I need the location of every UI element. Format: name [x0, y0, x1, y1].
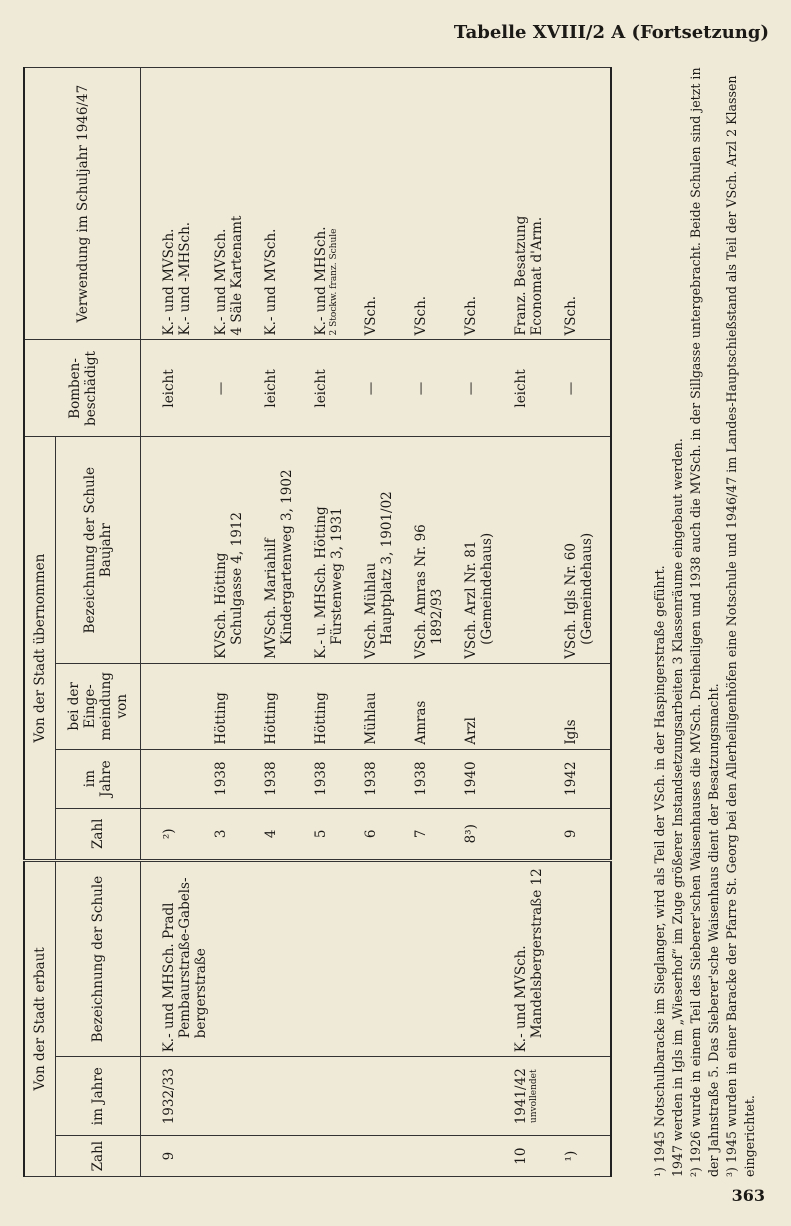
cell-bezeichnung [511, 860, 561, 1056]
bez2-line1: VSch. Amras Nr. 96 [413, 524, 429, 659]
cell-zahl2 [361, 808, 411, 860]
cell-zahl [261, 1136, 311, 1177]
cell-bezeichnung-baujahr [511, 437, 561, 663]
bei-text: Amras [413, 700, 429, 745]
im-jahre-text: 1938 [413, 761, 429, 796]
cell-jahre [311, 1057, 361, 1136]
cell-bezeichnung [141, 860, 212, 1056]
cell-bezeichnung-baujahr [211, 437, 261, 663]
col-header-verwendung: Verwendung im Schuljahr 1946/47 [24, 68, 141, 340]
cell-bezeichnung [461, 860, 511, 1056]
bez2-line1: VSch. Arzl Nr. 81 [463, 540, 479, 659]
table-row [361, 68, 411, 1177]
cell-bezeichnung-baujahr [311, 437, 361, 663]
cell-zahl [141, 1136, 212, 1177]
table-row [211, 68, 261, 1177]
cell-zahl [511, 1136, 561, 1177]
cell-zahl2 [311, 808, 361, 860]
jahre-note: unvollendet [529, 1069, 539, 1124]
cell-zahl2 [461, 808, 511, 860]
table-row [561, 68, 611, 1177]
cell-im-jahre [261, 749, 311, 808]
cell-bei [211, 663, 261, 749]
cell-bomb [511, 340, 561, 437]
bez2-line2: (Gemeindehaus) [479, 532, 495, 645]
verw-line1: K.- und MVSch. [161, 228, 177, 336]
bomb-text: leicht [313, 369, 329, 408]
bomb-text: — [463, 381, 479, 396]
cell-im-jahre [211, 749, 261, 808]
col-header-bezeichnung-baujahr: Bezeichnung der Schule Baujahr [56, 437, 141, 663]
cell-jahre [261, 1057, 311, 1136]
zahl2-text: 4 [263, 829, 279, 839]
verw-small: 2 Stockw. franz. Schule [329, 228, 339, 336]
bez2-line2: (Gemeindehaus) [579, 532, 595, 645]
cell-bezeichnung [361, 860, 411, 1056]
cell-zahl2 [511, 808, 561, 860]
cell-jahre [511, 1057, 561, 1136]
bomb-text: leicht [161, 369, 177, 408]
col-header-bezeichnung: Bezeichnung der Schule [56, 860, 141, 1056]
cell-bomb [311, 340, 361, 437]
cell-zahl [461, 1136, 511, 1177]
jahre-text: 1932/33 [161, 1068, 177, 1125]
bei-text: Hötting [213, 692, 229, 745]
im-jahre-text: 1938 [263, 761, 279, 796]
col-header-im-jahre: im Jahre [56, 1057, 141, 1136]
rotated-page-content [23, 47, 757, 1177]
bez2-line1: KVSch. Hötting [213, 552, 229, 659]
jahre-text: 1941/42 [513, 1068, 529, 1125]
col-header-zahl2: Zahl [56, 808, 141, 860]
cell-bomb [211, 340, 261, 437]
zahl-text: 10 [513, 1147, 529, 1165]
bomb-text: — [563, 381, 579, 396]
cell-verwendung [261, 68, 311, 340]
cell-bomb [261, 340, 311, 437]
verw-line1: K.- und MHSch. [313, 226, 329, 336]
cell-verwendung [411, 68, 461, 340]
table-row [511, 68, 561, 1177]
cell-bezeichnung-baujahr [461, 437, 511, 663]
im-jahre-text: 1942 [563, 761, 579, 796]
bomb-text: — [213, 381, 229, 396]
zahl2-text: 5 [313, 829, 329, 839]
cell-zahl2 [261, 808, 311, 860]
zahl2-text: 8³) [463, 824, 479, 844]
bez2-line1: K.- u. MHSch. Hötting [313, 506, 329, 659]
cell-im-jahre [511, 749, 561, 808]
table-row [461, 68, 511, 1177]
verw-line1: VSch. [563, 295, 579, 336]
verw-line1: K.- und MVSch. [263, 228, 279, 336]
cell-zahl [561, 1136, 611, 1177]
cell-bezeichnung [311, 860, 361, 1056]
zahl2-text: 7 [413, 829, 429, 839]
verw-line1: Franz. Besatzung [513, 215, 529, 336]
cell-bei [311, 663, 361, 749]
bez2-line2: Kindergartenweg 3, 1902 [279, 469, 295, 645]
bez-line2: Pembaurstraße-Gabels- [177, 877, 193, 1039]
group-header-taken: Von der Stadt übernommen [24, 437, 56, 860]
cell-im-jahre [141, 749, 212, 808]
cell-verwendung [311, 68, 361, 340]
table-row [411, 68, 461, 1177]
bez-line1: K.- und MVSch. [513, 945, 529, 1053]
group-header-built: Von der Stadt erbaut [24, 860, 56, 1176]
cell-zahl2 [211, 808, 261, 860]
cell-zahl2 [561, 808, 611, 860]
cell-jahre [411, 1057, 461, 1136]
verw-line1: VSch. [463, 295, 479, 336]
footnote-1: ¹) 1945 Notschulbaracke im Sieglanger, wird als Teil der VSch. in der Haspingerstraße geführt. [652, 565, 667, 1177]
bei-text: Hötting [313, 692, 329, 745]
cell-bei [561, 663, 611, 749]
im-jahre-text: 1938 [213, 761, 229, 796]
footnote-2: ²) 1926 wurde in einem Teil des Sieberer'schen Waisenhauses die MVSch. Dreiheiligen und 1938 auch die MVSch. in der Sillgasse untergebracht. Beide Schulen sind jetzt in der Jahnstraße 5. Das Sieberer'sche Waisenhaus dient der Besatzungsmacht. [688, 67, 721, 1177]
page-number: 363 [731, 1186, 765, 1205]
table-row [261, 68, 311, 1177]
cell-bezeichnung [211, 860, 261, 1056]
table-caption: Tabelle XVIII/2 A (Fortsetzung) [453, 22, 769, 43]
cell-bei [411, 663, 461, 749]
col-header-bombenbeschaedigt: Bomben-beschädigt [24, 340, 141, 437]
cell-zahl2 [411, 808, 461, 860]
cell-verwendung [511, 68, 561, 340]
col-header-zahl: Zahl [56, 1136, 141, 1177]
cell-im-jahre [411, 749, 461, 808]
cell-bei [511, 663, 561, 749]
cell-bezeichnung-baujahr [561, 437, 611, 663]
cell-zahl [211, 1136, 261, 1177]
footnotes [651, 57, 759, 1177]
verw-line2: K.- und -MHSch. [177, 221, 193, 336]
cell-bezeichnung-baujahr [361, 437, 411, 663]
bez-line2: Mandelsbergerstraße 12 [529, 868, 545, 1039]
bomb-text: — [363, 381, 379, 396]
zahl-text: 9 [161, 1151, 177, 1161]
cell-verwendung [561, 68, 611, 340]
cell-bomb [361, 340, 411, 437]
bomb-text: leicht [513, 369, 529, 408]
cell-verwendung [361, 68, 411, 340]
zahl2-text: ²) [161, 828, 177, 840]
verw-line1: VSch. [363, 295, 379, 336]
bomb-text: — [413, 381, 429, 396]
cell-bei [461, 663, 511, 749]
cell-bezeichnung-baujahr [141, 437, 212, 663]
verw-line2: Economat d'Arm. [529, 216, 545, 336]
im-jahre-text: 1938 [313, 761, 329, 796]
cell-im-jahre [361, 749, 411, 808]
bez2-line1: VSch. Igls Nr. 60 [563, 543, 579, 659]
cell-zahl [311, 1136, 361, 1177]
verw-line1: VSch. [413, 295, 429, 336]
cell-verwendung [211, 68, 261, 340]
table-row [141, 68, 212, 1177]
schools-table [23, 67, 612, 1177]
cell-zahl2 [141, 808, 212, 860]
bez2-line2: 1892/93 [429, 588, 445, 645]
cell-im-jahre [311, 749, 361, 808]
bomb-text: leicht [263, 369, 279, 408]
cell-bezeichnung [261, 860, 311, 1056]
bez2-line2: Schulgasse 4, 1912 [229, 512, 245, 645]
cell-im-jahre [561, 749, 611, 808]
cell-bomb [141, 340, 212, 437]
zahl2-text: 6 [363, 829, 379, 839]
bez2-line1: VSch. Mühlau [363, 562, 379, 659]
cell-bomb [411, 340, 461, 437]
zahl2-text: 3 [213, 829, 229, 839]
bei-text: Mühlau [363, 692, 379, 745]
bez2-line2: Hauptplatz 3, 1901/02 [379, 491, 395, 645]
bez2-line1: MVSch. Mariahilf [263, 538, 279, 659]
im-jahre-text: 1940 [463, 761, 479, 796]
verw-line1: K.- und MVSch. [213, 228, 229, 336]
cell-zahl [361, 1136, 411, 1177]
zahl2-text: 9 [563, 829, 579, 839]
bez2-line2: Fürstenweg 3, 1931 [329, 507, 345, 645]
cell-bezeichnung [561, 860, 611, 1056]
cell-jahre [211, 1057, 261, 1136]
cell-verwendung [461, 68, 511, 340]
verw-line2: 4 Säle Kartenamt [229, 215, 245, 336]
cell-bomb [461, 340, 511, 437]
cell-bezeichnung-baujahr [411, 437, 461, 663]
cell-jahre [461, 1057, 511, 1136]
im-jahre-text: 1938 [363, 761, 379, 796]
col-header-bei-eingemeindung: bei der Einge-meindung von [56, 663, 141, 749]
bei-text: Arzl [463, 717, 479, 745]
cell-bezeichnung [411, 860, 461, 1056]
zahl-text: ¹) [563, 1150, 579, 1162]
cell-jahre [561, 1057, 611, 1136]
bei-text: Hötting [263, 692, 279, 745]
bez-line3: bergerstraße [193, 948, 209, 1039]
cell-bei [261, 663, 311, 749]
footnote-1b: 1947 werden in Igls im „Wieserhof“ im Zuge größerer Instandsetzungsarbeiten 3 Klassenräume eingebaut werden. [670, 438, 685, 1177]
bez-line1: K.- und MHSch. Pradl [161, 902, 177, 1053]
table-row [311, 68, 361, 1177]
cell-zahl [411, 1136, 461, 1177]
cell-bei [361, 663, 411, 749]
cell-bomb [561, 340, 611, 437]
col-header-im-jahre2: im Jahre [56, 749, 141, 808]
footnote-3: ³) 1945 wurden in einer Baracke der Pfarre St. Georg bei den Allerheiligenhöfen eine Notschule und 1946/47 im Landes-Hauptschießstand als Teil der VSch. Arzl 2 Klassen eingerichtet. [724, 75, 757, 1177]
cell-jahre [141, 1057, 212, 1136]
cell-im-jahre [461, 749, 511, 808]
cell-verwendung [141, 68, 212, 340]
cell-jahre [361, 1057, 411, 1136]
cell-bei [141, 663, 212, 749]
cell-bezeichnung-baujahr [261, 437, 311, 663]
bei-text: Igls [563, 719, 579, 745]
